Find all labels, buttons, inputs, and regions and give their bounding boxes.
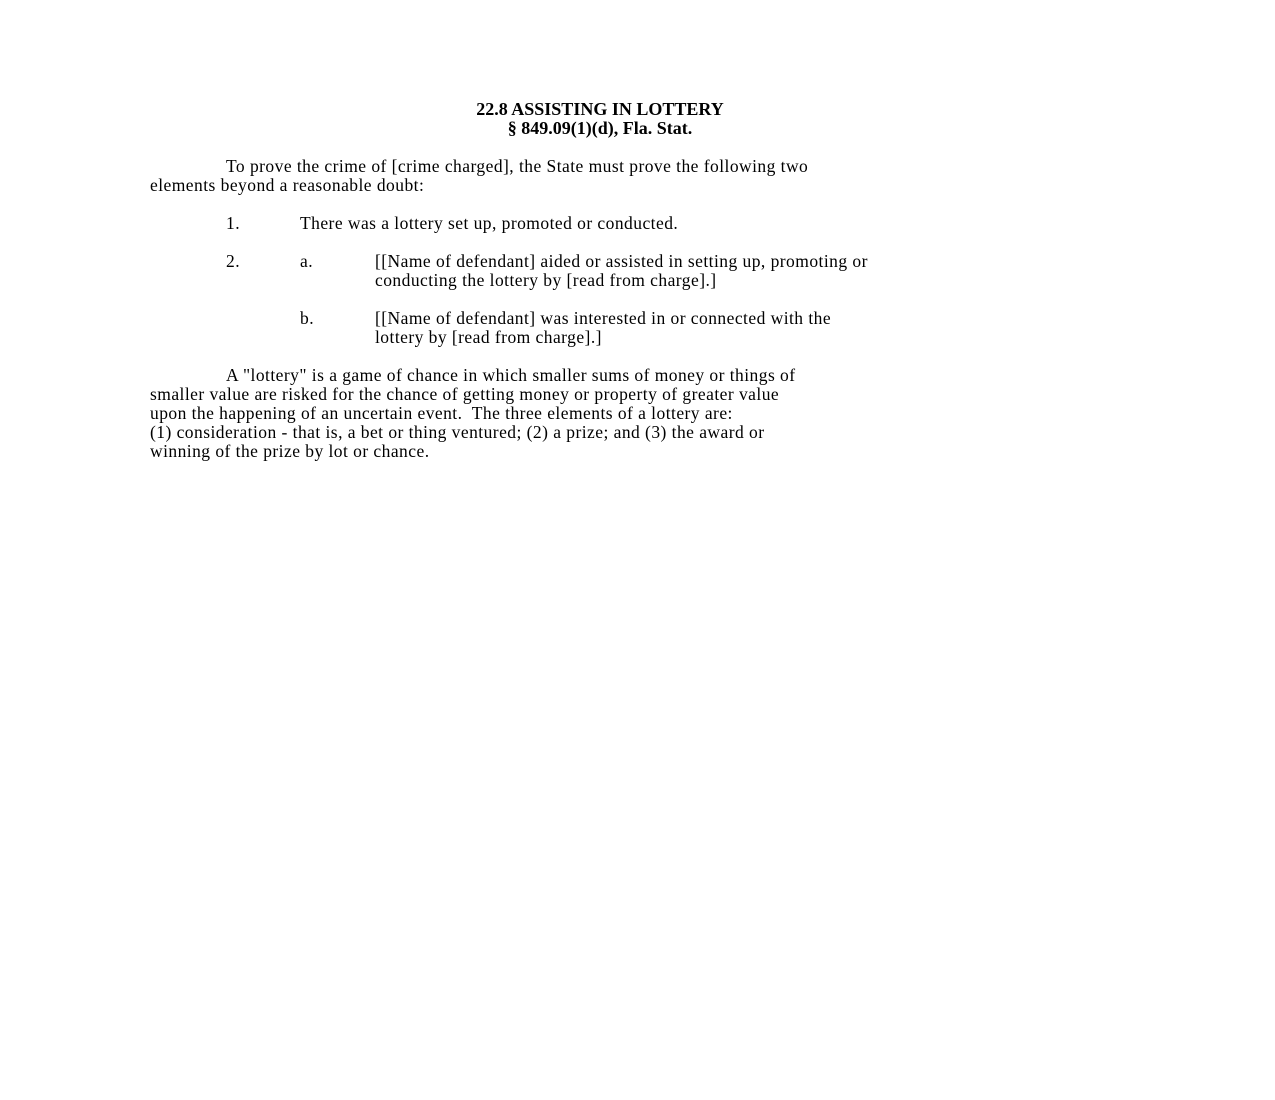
intro-line-2: elements beyond a reasonable doubt:	[150, 175, 425, 195]
list-item-1-text: There was a lottery set up, promoted or conducted.	[300, 213, 679, 233]
list-item-2b	[150, 309, 1045, 347]
list-item-2b-label: b.	[300, 308, 315, 328]
list-item-2a-line-1: [[Name of defendant] aided or assisted in setting up, promoting or	[375, 251, 868, 271]
list-item-2b-text	[375, 309, 831, 347]
list-item-1-number: 1.	[226, 213, 241, 233]
list-item-2b-line-2: lottery by [read from charge].]	[375, 327, 602, 347]
definition-line-3: upon the happening of an uncertain event. The three elements of a lottery are:	[150, 403, 733, 423]
definition-line-4: (1) consideration - that is, a bet or thing ventured; (2) a prize; and (3) the award or	[150, 422, 765, 442]
intro-line-1: To prove the crime of [crime charged], the State must prove the following two	[226, 156, 809, 176]
list-item-2a	[150, 252, 1045, 290]
document-title: 22.8 ASSISTING IN LOTTERY	[476, 99, 724, 119]
document-heading	[150, 100, 1050, 138]
definition-line-5: winning of the prize by lot or chance.	[150, 441, 430, 461]
list-item-2-number: 2.	[226, 251, 241, 271]
list-item-1	[150, 214, 1045, 233]
definition-line-1: A "lottery" is a game of chance in which smaller sums of money or things of	[226, 365, 796, 385]
list-item-2b-line-1: [[Name of defendant] was interested in or connected with the	[375, 308, 832, 328]
definition-paragraph	[150, 366, 1045, 461]
intro-paragraph	[150, 157, 1045, 195]
statute-citation: § 849.09(1)(d), Fla. Stat.	[507, 118, 693, 138]
list-item-2a-text	[375, 252, 868, 290]
definition-line-2: smaller value are risked for the chance of getting money or property of greater value	[150, 384, 780, 404]
elements-list	[150, 214, 1045, 347]
list-item-2a-label: a.	[300, 251, 314, 271]
document-page	[150, 100, 1045, 461]
list-item-2a-line-2: conducting the lottery by [read from charge].]	[375, 270, 717, 290]
